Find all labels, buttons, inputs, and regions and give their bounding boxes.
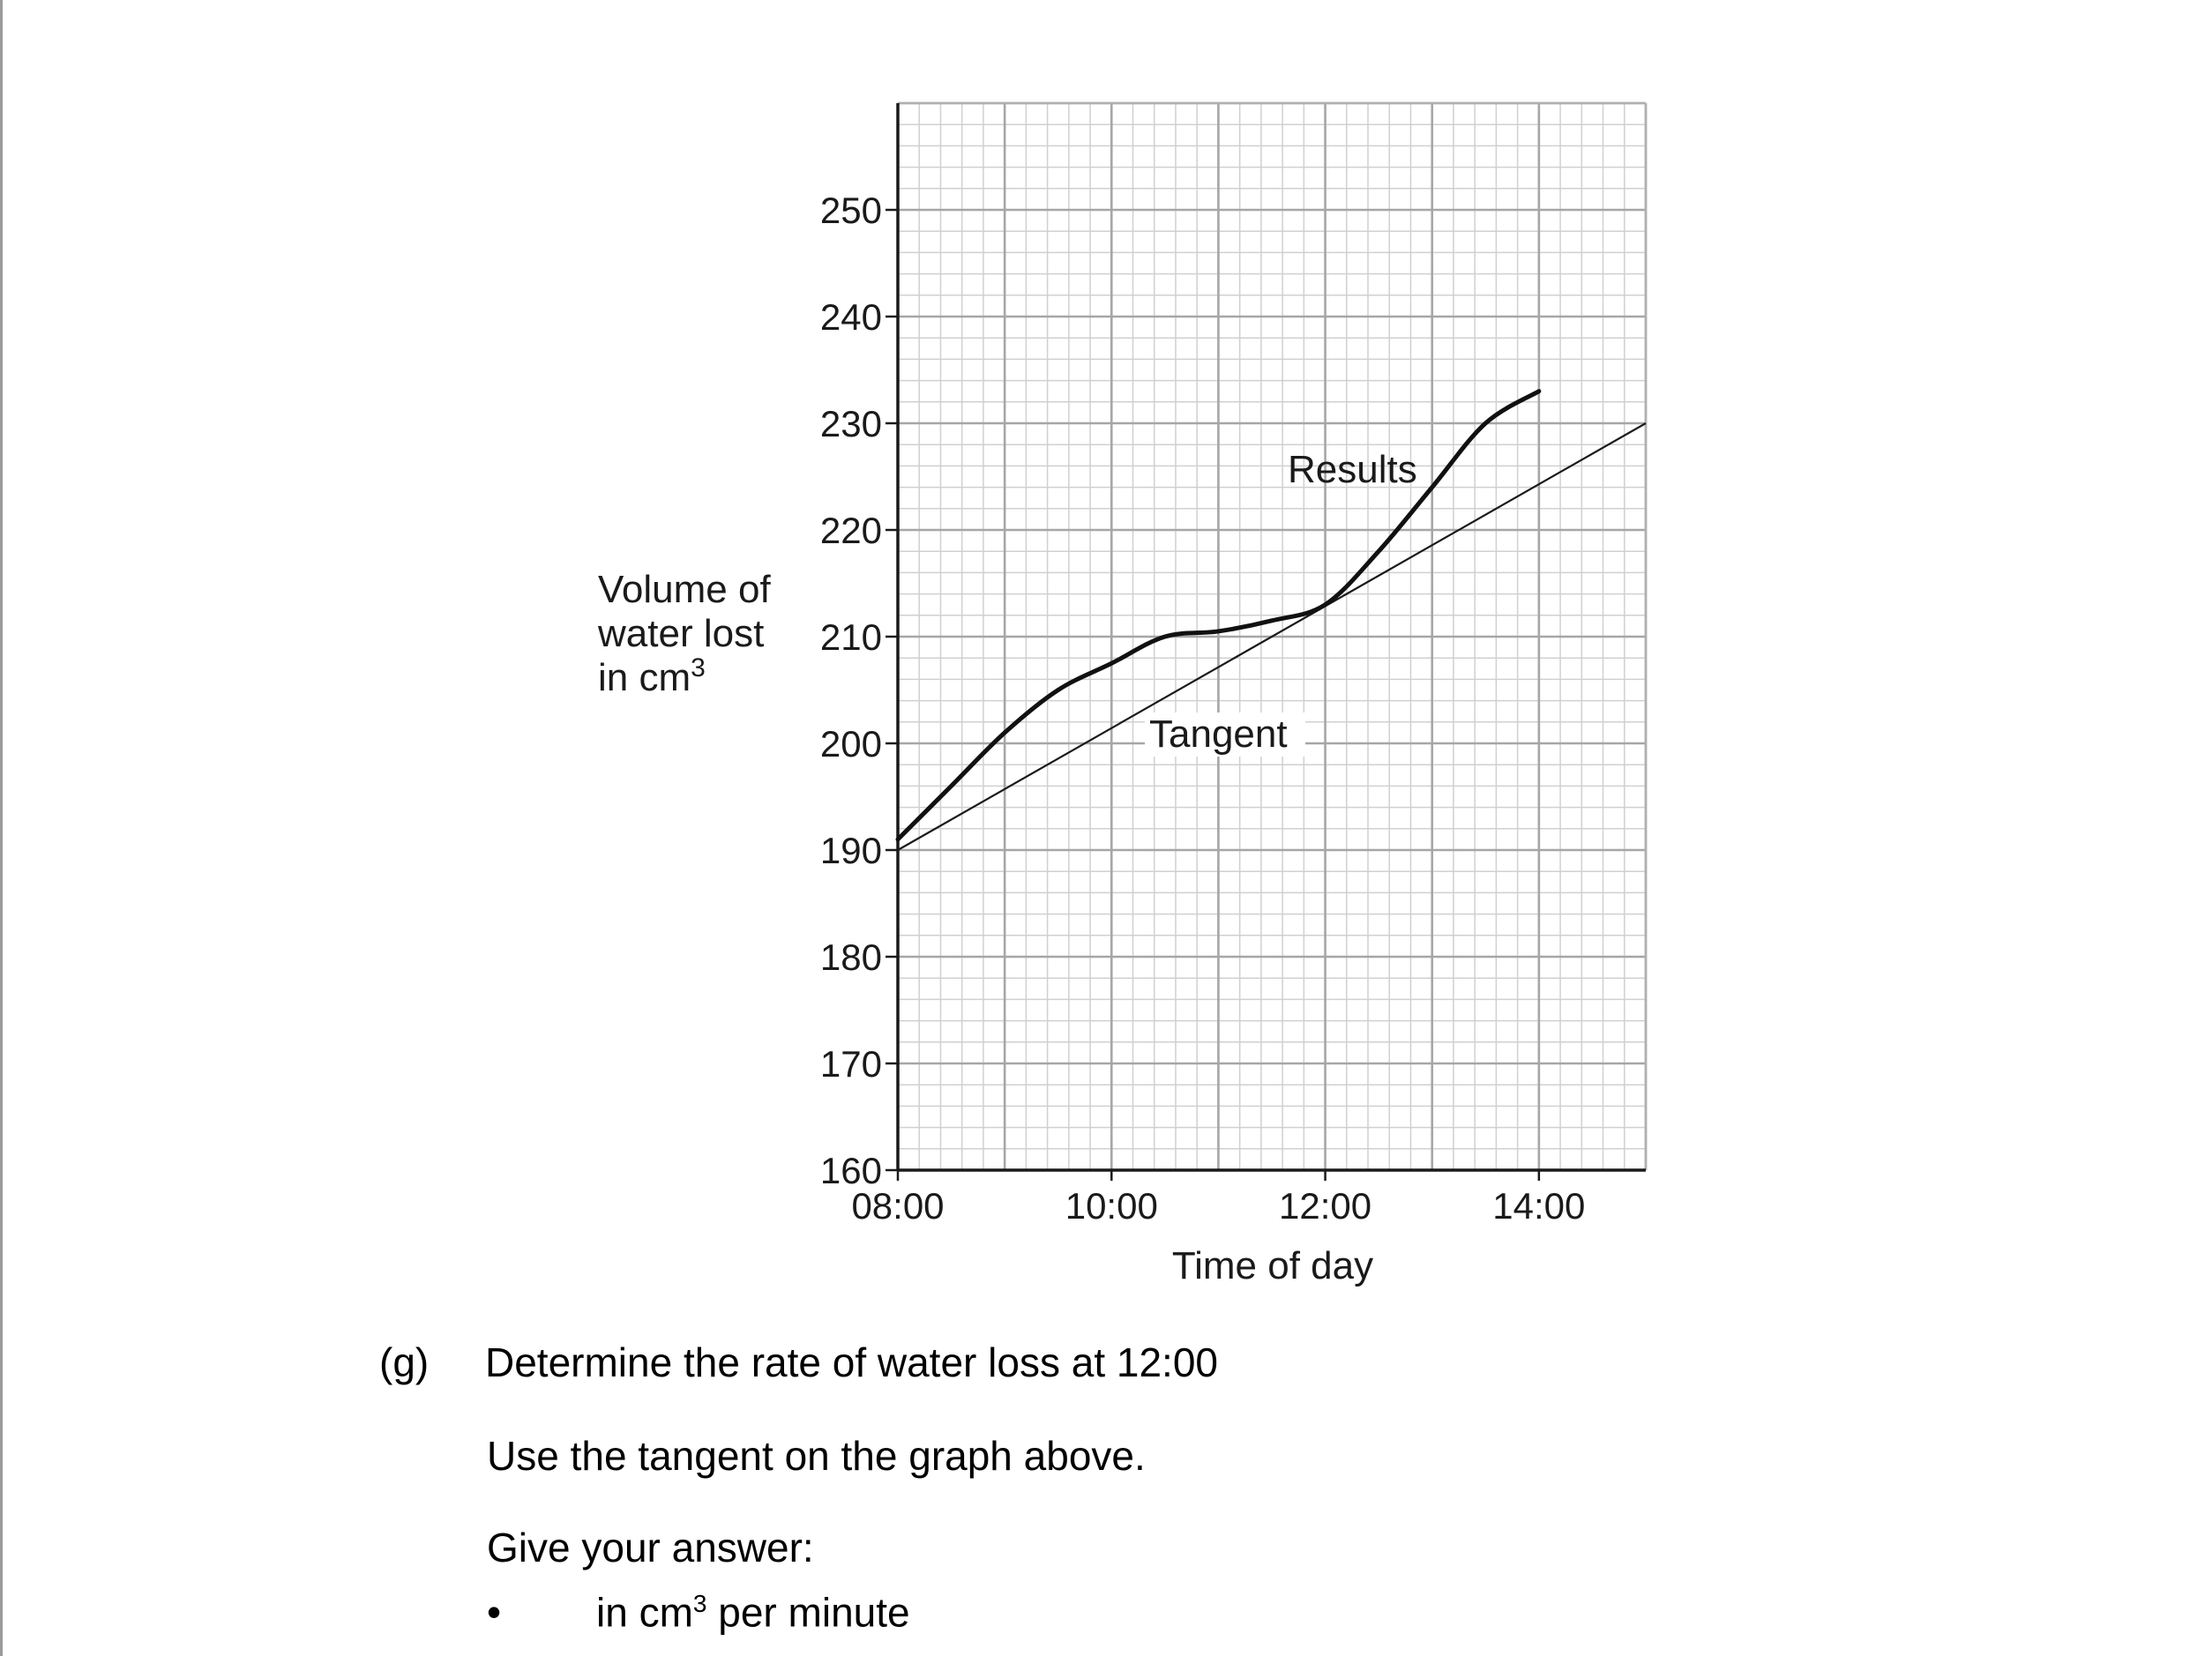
bullet-marker: • bbox=[487, 1589, 502, 1635]
chart-ticks bbox=[820, 190, 1585, 1227]
y-tick-label: 160 bbox=[819, 1150, 882, 1191]
y-axis-label-line-3 bbox=[598, 653, 706, 699]
y-tick-label: 230 bbox=[819, 403, 882, 444]
y-tick-label: 250 bbox=[819, 190, 882, 231]
y-axis-label-superscript: 3 bbox=[691, 653, 706, 683]
y-tick-label: 210 bbox=[819, 616, 882, 658]
answer-intro: Give your answer: bbox=[487, 1525, 814, 1570]
y-axis-label-line-1: Volume of bbox=[598, 568, 771, 611]
y-tick-label: 200 bbox=[819, 723, 882, 765]
results-curve-label: Results bbox=[1288, 448, 1417, 491]
x-tick-label: 10:00 bbox=[1065, 1185, 1158, 1227]
question-part-label: (g) bbox=[379, 1339, 430, 1385]
question-instruction: Use the tangent on the graph above. bbox=[487, 1433, 1146, 1479]
y-tick-label: 220 bbox=[819, 510, 882, 551]
x-axis-label: Time of day bbox=[1171, 1244, 1374, 1287]
unit-superscript: 3 bbox=[692, 1590, 707, 1617]
y-tick-label: 180 bbox=[819, 936, 882, 978]
x-tick-label: 14:00 bbox=[1492, 1185, 1586, 1227]
unit-prefix: in cm bbox=[596, 1589, 693, 1636]
y-tick-label: 190 bbox=[819, 830, 882, 871]
unit-suffix: per minute bbox=[706, 1589, 910, 1636]
y-axis-label-line-2: water lost bbox=[598, 612, 765, 655]
bullet-answer-unit bbox=[596, 1589, 910, 1636]
y-tick-label: 170 bbox=[819, 1043, 882, 1085]
tangent-line-label: Tangent bbox=[1149, 712, 1288, 756]
y-axis-label-unit: in cm bbox=[598, 656, 691, 699]
x-tick-label: 12:00 bbox=[1279, 1185, 1372, 1227]
question-prompt: Determine the rate of water loss at 12:00 bbox=[485, 1339, 1218, 1385]
chart-series bbox=[898, 392, 1646, 850]
y-tick-label: 240 bbox=[819, 296, 882, 338]
x-tick-label: 08:00 bbox=[851, 1185, 945, 1227]
